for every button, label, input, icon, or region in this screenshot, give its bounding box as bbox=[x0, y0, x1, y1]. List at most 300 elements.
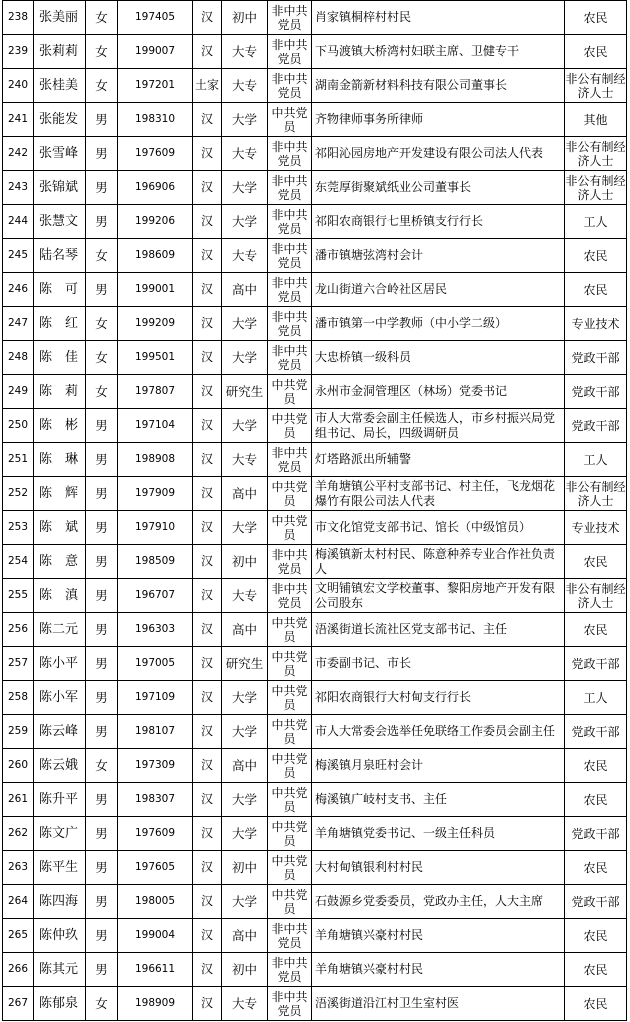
table-row bbox=[3, 205, 627, 239]
ethnicity-cell: 汉 bbox=[193, 103, 222, 137]
education-cell: 大专 bbox=[222, 239, 268, 273]
position-cell: 文明铺镇宏文学校董事、黎阳房地产开发有限公司股东 bbox=[312, 579, 565, 613]
party-cell: 中共党员 bbox=[268, 715, 312, 749]
party-cell: 非中共党员 bbox=[268, 171, 312, 205]
name-cell: 张桂美 bbox=[34, 69, 86, 103]
birth-date-cell: 198909 bbox=[118, 987, 193, 1021]
category-cell: 党政干部 bbox=[565, 885, 627, 919]
ethnicity-cell: 汉 bbox=[193, 239, 222, 273]
birth-date-cell: 199209 bbox=[118, 307, 193, 341]
birth-date-cell: 196906 bbox=[118, 171, 193, 205]
birth-date-cell: 199007 bbox=[118, 35, 193, 69]
name-cell: 陈云娥 bbox=[34, 749, 86, 783]
education-cell: 大学 bbox=[222, 103, 268, 137]
position-cell: 下马渡镇大桥湾村妇联主席、卫健专干 bbox=[312, 35, 565, 69]
birth-date-cell: 197005 bbox=[118, 647, 193, 681]
education-cell: 高中 bbox=[222, 919, 268, 953]
birth-date-cell: 199501 bbox=[118, 341, 193, 375]
party-cell: 中共党员 bbox=[268, 817, 312, 851]
table-row bbox=[3, 409, 627, 443]
sex-cell: 女 bbox=[86, 35, 118, 69]
table-row bbox=[3, 341, 627, 375]
birth-date-cell: 196303 bbox=[118, 613, 193, 647]
education-cell: 研究生 bbox=[222, 375, 268, 409]
ethnicity-cell: 汉 bbox=[193, 749, 222, 783]
category-cell: 非公有制经济人士 bbox=[565, 137, 627, 171]
row-number-cell: 249 bbox=[3, 375, 34, 409]
party-cell: 中共党员 bbox=[268, 885, 312, 919]
education-cell: 高中 bbox=[222, 749, 268, 783]
party-cell: 非中共党员 bbox=[268, 1, 312, 35]
ethnicity-cell: 汉 bbox=[193, 409, 222, 443]
birth-date-cell: 197405 bbox=[118, 1, 193, 35]
name-cell: 陈云峰 bbox=[34, 715, 86, 749]
category-cell: 非公有制经济人士 bbox=[565, 579, 627, 613]
party-cell: 非中共党员 bbox=[268, 919, 312, 953]
position-cell: 市委副书记、市长 bbox=[312, 647, 565, 681]
sex-cell: 男 bbox=[86, 409, 118, 443]
category-cell: 党政干部 bbox=[565, 409, 627, 443]
birth-date-cell: 199001 bbox=[118, 273, 193, 307]
education-cell: 初中 bbox=[222, 851, 268, 885]
birth-date-cell: 196611 bbox=[118, 953, 193, 987]
row-number-cell: 250 bbox=[3, 409, 34, 443]
birth-date-cell: 197109 bbox=[118, 681, 193, 715]
name-cell: 张能发 bbox=[34, 103, 86, 137]
position-cell: 市人大常委会选举任免联络工作委员会副主任 bbox=[312, 715, 565, 749]
ethnicity-cell: 汉 bbox=[193, 171, 222, 205]
ethnicity-cell: 汉 bbox=[193, 477, 222, 511]
category-cell: 农民 bbox=[565, 239, 627, 273]
education-cell: 高中 bbox=[222, 477, 268, 511]
education-cell: 高中 bbox=[222, 613, 268, 647]
name-cell: 陈平生 bbox=[34, 851, 86, 885]
table-row bbox=[3, 749, 627, 783]
table-row bbox=[3, 511, 627, 545]
row-number-cell: 257 bbox=[3, 647, 34, 681]
party-cell: 中共党员 bbox=[268, 511, 312, 545]
position-cell: 羊角塘镇公平村支部书记、村主任，飞龙烟花爆竹有限公司法人代表 bbox=[312, 477, 565, 511]
row-number-cell: 253 bbox=[3, 511, 34, 545]
education-cell: 大专 bbox=[222, 579, 268, 613]
birth-date-cell: 197201 bbox=[118, 69, 193, 103]
row-number-cell: 265 bbox=[3, 919, 34, 953]
category-cell: 专业技术 bbox=[565, 307, 627, 341]
education-cell: 大学 bbox=[222, 307, 268, 341]
position-cell: 市人大常委会副主任候选人，市乡村振兴局党组书记、局长，四级调研员 bbox=[312, 409, 565, 443]
sex-cell: 男 bbox=[86, 103, 118, 137]
sex-cell: 男 bbox=[86, 511, 118, 545]
table-row bbox=[3, 613, 627, 647]
name-cell: 陈小平 bbox=[34, 647, 86, 681]
name-cell: 陈升平 bbox=[34, 783, 86, 817]
name-cell: 陈 彬 bbox=[34, 409, 86, 443]
education-cell: 研究生 bbox=[222, 647, 268, 681]
party-cell: 中共党员 bbox=[268, 375, 312, 409]
position-cell: 梅溪镇新太村村民、陈意种养专业合作社负责人 bbox=[312, 545, 565, 579]
position-cell: 羊角塘镇兴豪村村民 bbox=[312, 953, 565, 987]
category-cell: 农民 bbox=[565, 545, 627, 579]
table-row bbox=[3, 1, 627, 35]
name-cell: 张锦斌 bbox=[34, 171, 86, 205]
sex-cell: 男 bbox=[86, 613, 118, 647]
table-row bbox=[3, 681, 627, 715]
sex-cell: 女 bbox=[86, 987, 118, 1021]
table-row bbox=[3, 919, 627, 953]
row-number-cell: 256 bbox=[3, 613, 34, 647]
row-number-cell: 252 bbox=[3, 477, 34, 511]
ethnicity-cell: 汉 bbox=[193, 511, 222, 545]
ethnicity-cell: 汉 bbox=[193, 919, 222, 953]
table-row bbox=[3, 477, 627, 511]
ethnicity-cell: 汉 bbox=[193, 681, 222, 715]
sex-cell: 男 bbox=[86, 273, 118, 307]
party-cell: 中共党员 bbox=[268, 783, 312, 817]
party-cell: 非中共党员 bbox=[268, 205, 312, 239]
category-cell: 党政干部 bbox=[565, 647, 627, 681]
name-cell: 陈 红 bbox=[34, 307, 86, 341]
table-row bbox=[3, 579, 627, 613]
ethnicity-cell: 汉 bbox=[193, 851, 222, 885]
position-cell: 羊角塘镇党委书记、一级主任科员 bbox=[312, 817, 565, 851]
row-number-cell: 263 bbox=[3, 851, 34, 885]
ethnicity-cell: 汉 bbox=[193, 987, 222, 1021]
table-row bbox=[3, 69, 627, 103]
name-cell: 陈仲玖 bbox=[34, 919, 86, 953]
category-cell: 党政干部 bbox=[565, 341, 627, 375]
table-row bbox=[3, 715, 627, 749]
party-cell: 非中共党员 bbox=[268, 953, 312, 987]
row-number-cell: 239 bbox=[3, 35, 34, 69]
ethnicity-cell: 汉 bbox=[193, 1, 222, 35]
party-cell: 中共党员 bbox=[268, 409, 312, 443]
party-cell: 中共党员 bbox=[268, 851, 312, 885]
education-cell: 大学 bbox=[222, 511, 268, 545]
name-cell: 陈 莉 bbox=[34, 375, 86, 409]
row-number-cell: 262 bbox=[3, 817, 34, 851]
name-cell: 陈 滇 bbox=[34, 579, 86, 613]
table-row bbox=[3, 783, 627, 817]
category-cell: 非公有制经济人士 bbox=[565, 477, 627, 511]
table-row bbox=[3, 851, 627, 885]
row-number-cell: 248 bbox=[3, 341, 34, 375]
sex-cell: 女 bbox=[86, 749, 118, 783]
ethnicity-cell: 汉 bbox=[193, 375, 222, 409]
name-cell: 张美丽 bbox=[34, 1, 86, 35]
name-cell: 陈四海 bbox=[34, 885, 86, 919]
sex-cell: 女 bbox=[86, 239, 118, 273]
table-row bbox=[3, 35, 627, 69]
name-cell: 陆名琴 bbox=[34, 239, 86, 273]
table-row bbox=[3, 987, 627, 1021]
birth-date-cell: 197309 bbox=[118, 749, 193, 783]
ethnicity-cell: 汉 bbox=[193, 273, 222, 307]
sex-cell: 男 bbox=[86, 579, 118, 613]
position-cell: 潘市镇塘弦湾村会计 bbox=[312, 239, 565, 273]
category-cell: 专业技术 bbox=[565, 511, 627, 545]
sex-cell: 女 bbox=[86, 307, 118, 341]
position-cell: 大村甸镇银利村村民 bbox=[312, 851, 565, 885]
ethnicity-cell: 汉 bbox=[193, 953, 222, 987]
education-cell: 大专 bbox=[222, 443, 268, 477]
party-cell: 非中共党员 bbox=[268, 579, 312, 613]
category-cell: 工人 bbox=[565, 205, 627, 239]
position-cell: 梅溪镇月泉旺村会计 bbox=[312, 749, 565, 783]
table-row bbox=[3, 137, 627, 171]
category-cell: 农民 bbox=[565, 783, 627, 817]
education-cell: 大学 bbox=[222, 783, 268, 817]
sex-cell: 女 bbox=[86, 341, 118, 375]
table-body bbox=[3, 1, 627, 1021]
party-cell: 非中共党员 bbox=[268, 35, 312, 69]
table-row bbox=[3, 239, 627, 273]
category-cell: 工人 bbox=[565, 443, 627, 477]
birth-date-cell: 198509 bbox=[118, 545, 193, 579]
birth-date-cell: 197104 bbox=[118, 409, 193, 443]
sex-cell: 男 bbox=[86, 137, 118, 171]
sex-cell: 男 bbox=[86, 171, 118, 205]
party-cell: 中共党员 bbox=[268, 477, 312, 511]
sex-cell: 男 bbox=[86, 885, 118, 919]
row-number-cell: 242 bbox=[3, 137, 34, 171]
table-row bbox=[3, 443, 627, 477]
row-number-cell: 241 bbox=[3, 103, 34, 137]
position-cell: 祁阳农商银行七里桥镇支行行长 bbox=[312, 205, 565, 239]
table-row bbox=[3, 953, 627, 987]
sex-cell: 男 bbox=[86, 647, 118, 681]
sex-cell: 男 bbox=[86, 851, 118, 885]
category-cell: 非公有制经济人士 bbox=[565, 171, 627, 205]
education-cell: 大学 bbox=[222, 409, 268, 443]
sex-cell: 女 bbox=[86, 375, 118, 409]
ethnicity-cell: 汉 bbox=[193, 205, 222, 239]
sex-cell: 男 bbox=[86, 681, 118, 715]
birth-date-cell: 198908 bbox=[118, 443, 193, 477]
party-cell: 非中共党员 bbox=[268, 443, 312, 477]
birth-date-cell: 197605 bbox=[118, 851, 193, 885]
sex-cell: 男 bbox=[86, 817, 118, 851]
birth-date-cell: 198310 bbox=[118, 103, 193, 137]
sex-cell: 男 bbox=[86, 443, 118, 477]
row-number-cell: 251 bbox=[3, 443, 34, 477]
name-cell: 陈二元 bbox=[34, 613, 86, 647]
name-cell: 陈 可 bbox=[34, 273, 86, 307]
row-number-cell: 267 bbox=[3, 987, 34, 1021]
party-cell: 非中共党员 bbox=[268, 307, 312, 341]
category-cell: 农民 bbox=[565, 953, 627, 987]
education-cell: 大专 bbox=[222, 137, 268, 171]
ethnicity-cell: 汉 bbox=[193, 545, 222, 579]
ethnicity-cell: 土家 bbox=[193, 69, 222, 103]
category-cell: 农民 bbox=[565, 35, 627, 69]
education-cell: 大学 bbox=[222, 885, 268, 919]
name-cell: 陈 意 bbox=[34, 545, 86, 579]
name-cell: 陈其元 bbox=[34, 953, 86, 987]
category-cell: 农民 bbox=[565, 919, 627, 953]
row-number-cell: 247 bbox=[3, 307, 34, 341]
category-cell: 非公有制经济人士 bbox=[565, 69, 627, 103]
party-cell: 中共党员 bbox=[268, 749, 312, 783]
sex-cell: 男 bbox=[86, 205, 118, 239]
birth-date-cell: 199004 bbox=[118, 919, 193, 953]
table-row bbox=[3, 545, 627, 579]
row-number-cell: 240 bbox=[3, 69, 34, 103]
sex-cell: 男 bbox=[86, 783, 118, 817]
ethnicity-cell: 汉 bbox=[193, 817, 222, 851]
category-cell: 农民 bbox=[565, 987, 627, 1021]
party-cell: 非中共党员 bbox=[268, 239, 312, 273]
table-row bbox=[3, 273, 627, 307]
education-cell: 初中 bbox=[222, 1, 268, 35]
position-cell: 祁阳农商银行大村甸支行行长 bbox=[312, 681, 565, 715]
position-cell: 潘市镇第一中学教师（中小学二级） bbox=[312, 307, 565, 341]
row-number-cell: 258 bbox=[3, 681, 34, 715]
education-cell: 高中 bbox=[222, 273, 268, 307]
birth-date-cell: 198107 bbox=[118, 715, 193, 749]
party-cell: 非中共党员 bbox=[268, 341, 312, 375]
party-cell: 中共党员 bbox=[268, 647, 312, 681]
category-cell: 党政干部 bbox=[565, 375, 627, 409]
birth-date-cell: 199206 bbox=[118, 205, 193, 239]
table-row bbox=[3, 885, 627, 919]
category-cell: 农民 bbox=[565, 1, 627, 35]
row-number-cell: 264 bbox=[3, 885, 34, 919]
row-number-cell: 260 bbox=[3, 749, 34, 783]
ethnicity-cell: 汉 bbox=[193, 307, 222, 341]
sex-cell: 女 bbox=[86, 69, 118, 103]
sex-cell: 男 bbox=[86, 545, 118, 579]
education-cell: 大学 bbox=[222, 817, 268, 851]
table-row bbox=[3, 307, 627, 341]
category-cell: 党政干部 bbox=[565, 817, 627, 851]
education-cell: 大学 bbox=[222, 681, 268, 715]
position-cell: 大忠桥镇一级科员 bbox=[312, 341, 565, 375]
name-cell: 陈文广 bbox=[34, 817, 86, 851]
party-cell: 非中共党员 bbox=[268, 545, 312, 579]
row-number-cell: 261 bbox=[3, 783, 34, 817]
sex-cell: 男 bbox=[86, 715, 118, 749]
birth-date-cell: 197609 bbox=[118, 817, 193, 851]
education-cell: 初中 bbox=[222, 953, 268, 987]
party-cell: 非中共党员 bbox=[268, 69, 312, 103]
party-cell: 中共党员 bbox=[268, 103, 312, 137]
category-cell: 农民 bbox=[565, 851, 627, 885]
birth-date-cell: 198005 bbox=[118, 885, 193, 919]
birth-date-cell: 197910 bbox=[118, 511, 193, 545]
education-cell: 大学 bbox=[222, 715, 268, 749]
row-number-cell: 255 bbox=[3, 579, 34, 613]
education-cell: 初中 bbox=[222, 545, 268, 579]
name-cell: 陈 斌 bbox=[34, 511, 86, 545]
party-cell: 中共党员 bbox=[268, 613, 312, 647]
table-row bbox=[3, 103, 627, 137]
position-cell: 羊角塘镇兴豪村村民 bbox=[312, 919, 565, 953]
name-cell: 张慧文 bbox=[34, 205, 86, 239]
education-cell: 大学 bbox=[222, 341, 268, 375]
party-cell: 非中共党员 bbox=[268, 987, 312, 1021]
row-number-cell: 266 bbox=[3, 953, 34, 987]
ethnicity-cell: 汉 bbox=[193, 443, 222, 477]
education-cell: 大专 bbox=[222, 35, 268, 69]
position-cell: 市文化馆党支部书记、馆长（中级馆员） bbox=[312, 511, 565, 545]
ethnicity-cell: 汉 bbox=[193, 613, 222, 647]
name-cell: 陈郁泉 bbox=[34, 987, 86, 1021]
birth-date-cell: 197807 bbox=[118, 375, 193, 409]
category-cell: 其他 bbox=[565, 103, 627, 137]
birth-date-cell: 198307 bbox=[118, 783, 193, 817]
position-cell: 灯塔路派出所辅警 bbox=[312, 443, 565, 477]
row-number-cell: 243 bbox=[3, 171, 34, 205]
position-cell: 浯溪街道长流社区党支部书记、主任 bbox=[312, 613, 565, 647]
position-cell: 浯溪街道沿江村卫生室村医 bbox=[312, 987, 565, 1021]
position-cell: 肖家镇桐梓村村民 bbox=[312, 1, 565, 35]
name-cell: 张莉莉 bbox=[34, 35, 86, 69]
ethnicity-cell: 汉 bbox=[193, 783, 222, 817]
education-cell: 大专 bbox=[222, 987, 268, 1021]
position-cell: 永州市金洞管理区（林场）党委书记 bbox=[312, 375, 565, 409]
education-cell: 大学 bbox=[222, 205, 268, 239]
sex-cell: 男 bbox=[86, 919, 118, 953]
row-number-cell: 245 bbox=[3, 239, 34, 273]
ethnicity-cell: 汉 bbox=[193, 137, 222, 171]
education-cell: 大学 bbox=[222, 171, 268, 205]
name-cell: 陈 佳 bbox=[34, 341, 86, 375]
name-cell: 陈 琳 bbox=[34, 443, 86, 477]
table-row bbox=[3, 375, 627, 409]
birth-date-cell: 197609 bbox=[118, 137, 193, 171]
ethnicity-cell: 汉 bbox=[193, 885, 222, 919]
position-cell: 龙山街道六合岭社区居民 bbox=[312, 273, 565, 307]
ethnicity-cell: 汉 bbox=[193, 35, 222, 69]
category-cell: 农民 bbox=[565, 749, 627, 783]
position-cell: 东莞厚街聚斌纸业公司董事长 bbox=[312, 171, 565, 205]
row-number-cell: 238 bbox=[3, 1, 34, 35]
row-number-cell: 246 bbox=[3, 273, 34, 307]
birth-date-cell: 196707 bbox=[118, 579, 193, 613]
name-cell: 陈 辉 bbox=[34, 477, 86, 511]
row-number-cell: 259 bbox=[3, 715, 34, 749]
row-number-cell: 254 bbox=[3, 545, 34, 579]
category-cell: 农民 bbox=[565, 273, 627, 307]
category-cell: 党政干部 bbox=[565, 715, 627, 749]
category-cell: 工人 bbox=[565, 681, 627, 715]
position-cell: 石鼓源乡党委委员，党政办主任，人大主席 bbox=[312, 885, 565, 919]
sex-cell: 女 bbox=[86, 1, 118, 35]
name-cell: 陈小军 bbox=[34, 681, 86, 715]
table-row bbox=[3, 647, 627, 681]
ethnicity-cell: 汉 bbox=[193, 715, 222, 749]
ethnicity-cell: 汉 bbox=[193, 341, 222, 375]
sex-cell: 男 bbox=[86, 953, 118, 987]
name-cell: 张雪峰 bbox=[34, 137, 86, 171]
birth-date-cell: 198609 bbox=[118, 239, 193, 273]
education-cell: 大专 bbox=[222, 69, 268, 103]
sex-cell: 男 bbox=[86, 477, 118, 511]
position-cell: 梅溪镇广岐村支书、主任 bbox=[312, 783, 565, 817]
ethnicity-cell: 汉 bbox=[193, 647, 222, 681]
table-row bbox=[3, 171, 627, 205]
party-cell: 中共党员 bbox=[268, 681, 312, 715]
candidate-table bbox=[2, 0, 627, 1021]
category-cell: 农民 bbox=[565, 613, 627, 647]
party-cell: 非中共党员 bbox=[268, 273, 312, 307]
position-cell: 祁阳沁园房地产开发建设有限公司法人代表 bbox=[312, 137, 565, 171]
ethnicity-cell: 汉 bbox=[193, 579, 222, 613]
position-cell: 齐物律师事务所律师 bbox=[312, 103, 565, 137]
party-cell: 非中共党员 bbox=[268, 137, 312, 171]
row-number-cell: 244 bbox=[3, 205, 34, 239]
birth-date-cell: 197909 bbox=[118, 477, 193, 511]
